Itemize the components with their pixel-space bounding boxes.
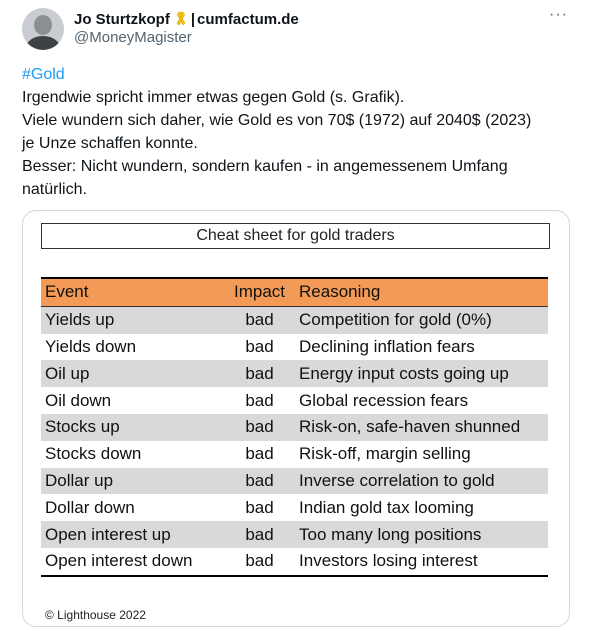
tweet-line: Besser: Nicht wundern, sondern kaufen - in angemessenem Umfang	[22, 158, 508, 175]
cell-impact: bad	[245, 336, 274, 356]
tweet-line: natürlich.	[22, 181, 87, 198]
table-row	[41, 441, 548, 468]
table-row	[41, 521, 548, 548]
header-impact: Impact	[234, 282, 286, 302]
tweet-line: Irgendwie spricht immer etwas gegen Gold (s. Grafik).	[22, 89, 405, 106]
yellow-ribbon-icon	[175, 11, 187, 27]
cell-event: Yields up	[45, 310, 115, 330]
cell-impact: bad	[245, 524, 274, 544]
table-row	[41, 334, 548, 361]
tweet-image[interactable]	[22, 210, 570, 627]
cell-impact: bad	[245, 470, 274, 490]
table-row	[41, 414, 548, 441]
avatar-body	[26, 36, 60, 50]
table-row	[41, 548, 548, 575]
tweet-line: Viele wundern sich daher, wie Gold es von 70$ (1972) auf 2040$ (2023)	[22, 112, 532, 129]
cell-reasoning: Risk-off, margin selling	[299, 444, 471, 464]
header-event: Event	[45, 282, 89, 302]
cell-impact: bad	[245, 497, 274, 517]
hashtag-link[interactable]: #Gold	[22, 66, 65, 83]
cell-reasoning: Indian gold tax looming	[299, 497, 474, 517]
cell-impact: bad	[245, 363, 274, 383]
author-name-row[interactable]	[74, 9, 299, 29]
cell-event: Stocks down	[45, 444, 142, 464]
table-row	[41, 307, 548, 334]
cell-event: Dollar up	[45, 470, 114, 490]
cheat-sheet-title: Cheat sheet for gold traders	[41, 223, 550, 249]
table-row	[41, 494, 548, 521]
tweet-line: je Unze schaffen konnte.	[22, 135, 198, 152]
table-row	[41, 387, 548, 414]
cell-impact: bad	[245, 390, 274, 410]
cell-event: Oil up	[45, 363, 90, 383]
cheat-sheet-table	[41, 277, 548, 577]
tweet-text	[22, 63, 572, 201]
name-separator: |	[190, 10, 196, 28]
cell-reasoning: Energy input costs going up	[299, 363, 509, 383]
cell-event: Stocks up	[45, 417, 120, 437]
cell-reasoning: Global recession fears	[299, 390, 469, 410]
cell-event: Oil down	[45, 390, 112, 410]
cell-reasoning: Risk-on, safe-haven shunned	[299, 417, 521, 437]
cell-impact: bad	[245, 551, 274, 571]
cell-reasoning: Declining inflation fears	[299, 336, 475, 356]
cell-event: Open interest down	[45, 551, 193, 571]
cell-reasoning: Competition for gold (0%)	[299, 310, 492, 330]
table-row	[41, 468, 548, 495]
cell-reasoning: Too many long positions	[299, 524, 482, 544]
cell-reasoning: Investors losing interest	[299, 551, 478, 571]
avatar-head	[34, 15, 52, 35]
cell-impact: bad	[245, 417, 274, 437]
author-handle[interactable]: @MoneyMagister	[74, 29, 192, 46]
cell-reasoning: Inverse correlation to gold	[299, 470, 495, 490]
avatar[interactable]	[22, 8, 64, 50]
table-header-row	[41, 279, 548, 307]
table-row	[41, 360, 548, 387]
cell-event: Yields down	[45, 336, 137, 356]
cell-impact: bad	[245, 444, 274, 464]
author-name[interactable]: Jo Sturtzkopf	[74, 10, 170, 28]
cell-impact: bad	[245, 310, 274, 330]
more-options-icon[interactable]: ···	[549, 6, 568, 23]
author-site: cumfactum.de	[197, 10, 299, 28]
header-reasoning: Reasoning	[299, 282, 381, 302]
cell-event: Dollar down	[45, 497, 135, 517]
copyright: © Lighthouse 2022	[45, 608, 146, 622]
cell-event: Open interest up	[45, 524, 171, 544]
